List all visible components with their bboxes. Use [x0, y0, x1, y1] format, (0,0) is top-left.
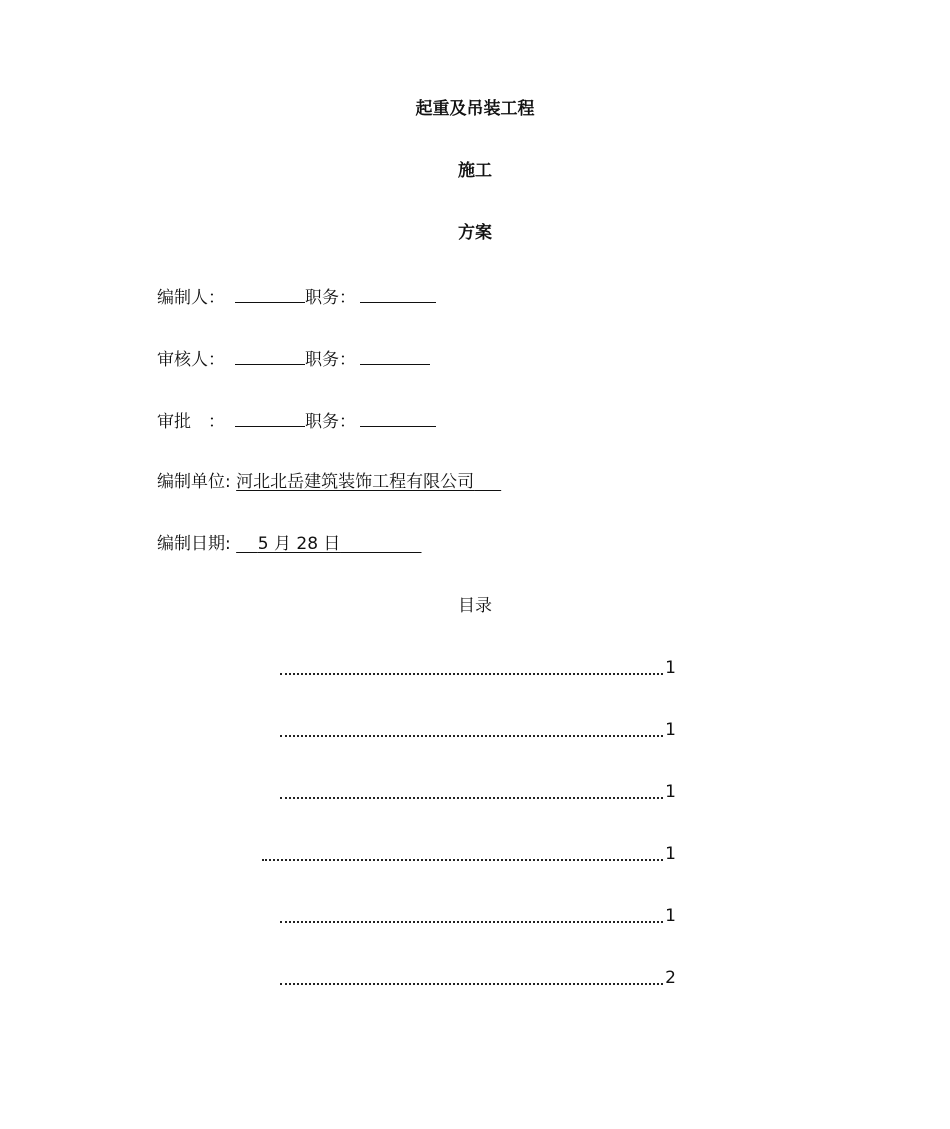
unit-value: 河北北岳建筑装饰工程有限公司 — [236, 472, 475, 492]
doc-title-line-3: 方案 — [458, 223, 492, 243]
toc-entry[interactable] — [280, 656, 676, 680]
date-row — [157, 532, 422, 556]
toc-entry[interactable] — [280, 718, 676, 742]
toc-page-number: 2 — [665, 968, 676, 988]
date-label: 编制日期: — [157, 534, 231, 554]
toc-entry[interactable] — [280, 904, 676, 928]
date-value: 5 月 28 日 — [257, 534, 341, 554]
compiler-row — [157, 284, 436, 310]
toc-leader-dots — [280, 797, 663, 799]
toc-leader-dots — [280, 673, 663, 675]
toc-leader-dots — [280, 921, 663, 923]
reviewer-position-label: 职务： — [305, 350, 356, 370]
toc-page-number: 1 — [665, 906, 676, 926]
reviewer-label: 审核人： — [157, 350, 225, 370]
toc-leader-dots — [280, 983, 663, 985]
toc-leader-dots — [262, 859, 663, 861]
reviewer-blank — [235, 346, 305, 365]
toc-leader-dots — [280, 735, 663, 737]
unit-label: 编制单位: — [157, 472, 231, 492]
toc-page-number: 1 — [665, 658, 676, 678]
approver-row — [157, 408, 436, 434]
toc-page-number: 1 — [665, 720, 676, 740]
toc-page-number: 1 — [665, 844, 676, 864]
compiler-blank — [235, 284, 305, 303]
toc-heading: 目录 — [458, 596, 492, 616]
doc-title-line-1: 起重及吊装工程 — [415, 99, 535, 119]
approver-label: 审批 ： — [157, 412, 225, 432]
toc-entry[interactable] — [280, 966, 676, 990]
compiler-position-blank — [360, 284, 436, 303]
toc-entry[interactable] — [262, 842, 676, 866]
doc-title-line-2: 施工 — [458, 161, 492, 181]
compiler-position-label: 职务： — [305, 288, 356, 308]
approver-blank — [235, 408, 305, 427]
approver-position-blank — [360, 408, 436, 427]
toc-page-number: 1 — [665, 782, 676, 802]
compiler-label: 编制人： — [157, 288, 225, 308]
reviewer-row — [157, 346, 430, 372]
unit-row — [157, 470, 501, 494]
toc-entry[interactable] — [280, 780, 676, 804]
reviewer-position-blank — [360, 346, 430, 365]
approver-position-label: 职务： — [305, 412, 356, 432]
